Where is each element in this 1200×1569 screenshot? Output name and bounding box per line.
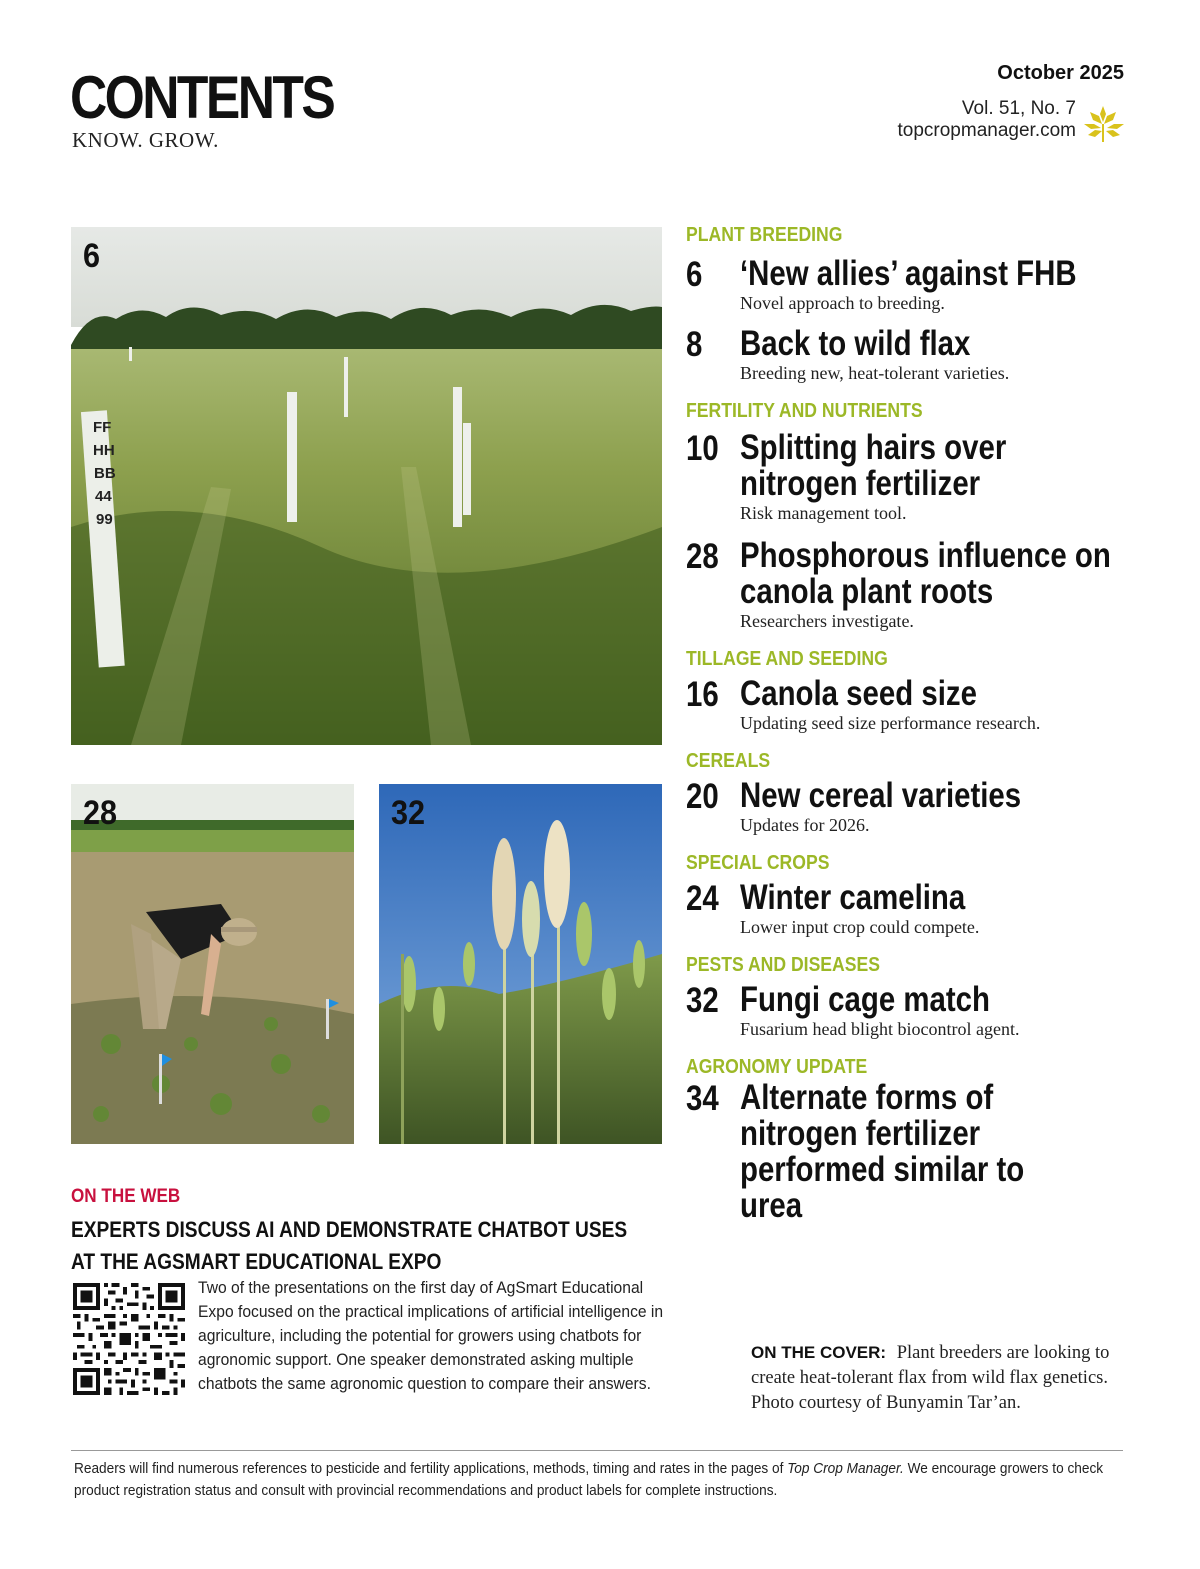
table-of-contents xyxy=(686,224,1126,1224)
wheat-photo xyxy=(379,784,662,1144)
photo-page-number: 28 xyxy=(83,794,118,832)
toc-entry[interactable] xyxy=(686,982,1126,1040)
photo-page-number: 6 xyxy=(83,237,101,275)
svg-text:BB: BB xyxy=(94,465,116,482)
divider xyxy=(71,1450,1123,1451)
entry-description: Updating seed size performance research. xyxy=(740,713,1041,733)
section-heading: CEREALS xyxy=(686,750,771,772)
section-heading: AGRONOMY UPDATE xyxy=(686,1056,868,1078)
wheat-logo-icon xyxy=(1082,104,1126,144)
svg-text:44: 44 xyxy=(95,488,112,505)
web-section-label: ON THE WEB xyxy=(71,1186,181,1207)
entry-description: Lower input crop could compete. xyxy=(740,917,980,937)
entry-description: Fusarium head blight biocontrol agent. xyxy=(740,1019,1020,1039)
website-link[interactable]: topcropmanager.com xyxy=(897,120,1076,141)
publication-name: Top Crop Manager. xyxy=(787,1460,904,1477)
photo-page-number: 32 xyxy=(391,794,426,832)
footer-disclaimer xyxy=(74,1458,1111,1502)
toc-entry[interactable] xyxy=(686,430,1126,524)
footer-text: We encourage growers to check product registration status and consult with provincial recommendations and product labels for complete instructions. xyxy=(74,1460,1104,1499)
entry-description: Novel approach to breeding. xyxy=(740,293,945,313)
entry-title: Phosphorous influence on canola plant roots xyxy=(740,536,1111,611)
entry-page-number: 24 xyxy=(686,879,719,918)
entry-title: Splitting hairs over nitrogen fertilizer xyxy=(740,428,1007,503)
svg-text:HH: HH xyxy=(93,442,115,459)
cover-text: Plant breeders are looking to create heat-tolerant flax from wild flax genetics. Photo courtesy of Bunyamin Tar’an. xyxy=(751,1343,1110,1413)
entry-title: Alternate forms of nitrogen fertilizer performed similar to urea xyxy=(740,1078,1025,1225)
entry-title: New cereal varieties xyxy=(740,776,1022,815)
entry-description: Breeding new, heat-tolerant varieties. xyxy=(740,363,1010,383)
toc-section xyxy=(686,750,1126,836)
researcher-photo xyxy=(71,784,354,1144)
section-heading: FERTILITY AND NUTRIENTS xyxy=(686,400,923,422)
entry-page-number: 34 xyxy=(686,1079,719,1118)
issue-date: October 2025 xyxy=(997,62,1124,84)
web-headline[interactable]: EXPERTS DISCUSS AI AND DEMONSTRATE CHATBOT USES AT THE AGSMART EDUCATIONAL EXPO xyxy=(71,1217,628,1274)
toc-entry[interactable] xyxy=(686,256,1126,314)
entry-page-number: 28 xyxy=(686,537,719,576)
entry-page-number: 6 xyxy=(686,255,703,294)
cover-caption xyxy=(751,1340,1131,1416)
toc-entry[interactable] xyxy=(686,676,1126,734)
cover-label: ON THE COVER: xyxy=(751,1343,887,1362)
page-title: CONTENTS xyxy=(70,64,334,131)
toc-entry[interactable] xyxy=(686,538,1126,632)
toc-section xyxy=(686,852,1126,938)
footer-text: Readers will find numerous references to pesticide and fertility applications, methods, timing and rates in the pages of xyxy=(74,1460,788,1477)
field-trial-photo xyxy=(71,227,662,745)
entry-title: Winter camelina xyxy=(740,878,966,917)
toc-section xyxy=(686,1056,1126,1224)
toc-entry[interactable] xyxy=(686,326,1126,384)
entry-description: Risk management tool. xyxy=(740,503,907,523)
section-heading: SPECIAL CROPS xyxy=(686,852,830,874)
qr-code-icon[interactable] xyxy=(73,1283,185,1395)
entry-title: Back to wild flax xyxy=(740,324,971,363)
entry-page-number: 32 xyxy=(686,981,719,1020)
svg-text:99: 99 xyxy=(96,511,113,528)
section-heading: PESTS AND DISEASES xyxy=(686,954,880,976)
section-heading: PLANT BREEDING xyxy=(686,224,843,246)
toc-section xyxy=(686,224,1126,384)
entry-title: Canola seed size xyxy=(740,674,977,713)
toc-entry[interactable] xyxy=(686,1080,1126,1224)
entry-title: Fungi cage match xyxy=(740,980,990,1019)
toc-section xyxy=(686,648,1126,734)
entry-page-number: 10 xyxy=(686,429,719,468)
entry-description: Researchers investigate. xyxy=(740,611,914,631)
issue-volume: Vol. 51, No. 7 xyxy=(961,98,1076,119)
entry-page-number: 8 xyxy=(686,325,703,364)
svg-text:FF: FF xyxy=(93,419,112,436)
toc-entry[interactable] xyxy=(686,778,1126,836)
tagline: KNOW. GROW. xyxy=(72,128,219,152)
entry-description: Updates for 2026. xyxy=(740,815,870,835)
toc-section xyxy=(686,954,1126,1040)
entry-title: ‘New allies’ against FHB xyxy=(740,254,1077,293)
entry-page-number: 16 xyxy=(686,675,719,714)
section-heading: TILLAGE AND SEEDING xyxy=(686,648,888,670)
entry-page-number: 20 xyxy=(686,777,719,816)
web-summary: Two of the presentations on the first day of AgSmart Educational Expo focused on the practical implications of artificial intelligence in agriculture, including the potential for growers using chatbots for agronomic support. One speaker demonstrated asking multiple chatbots the same agronomic question to compare their answers. xyxy=(198,1278,664,1393)
toc-section xyxy=(686,400,1126,632)
toc-entry[interactable] xyxy=(686,880,1126,938)
